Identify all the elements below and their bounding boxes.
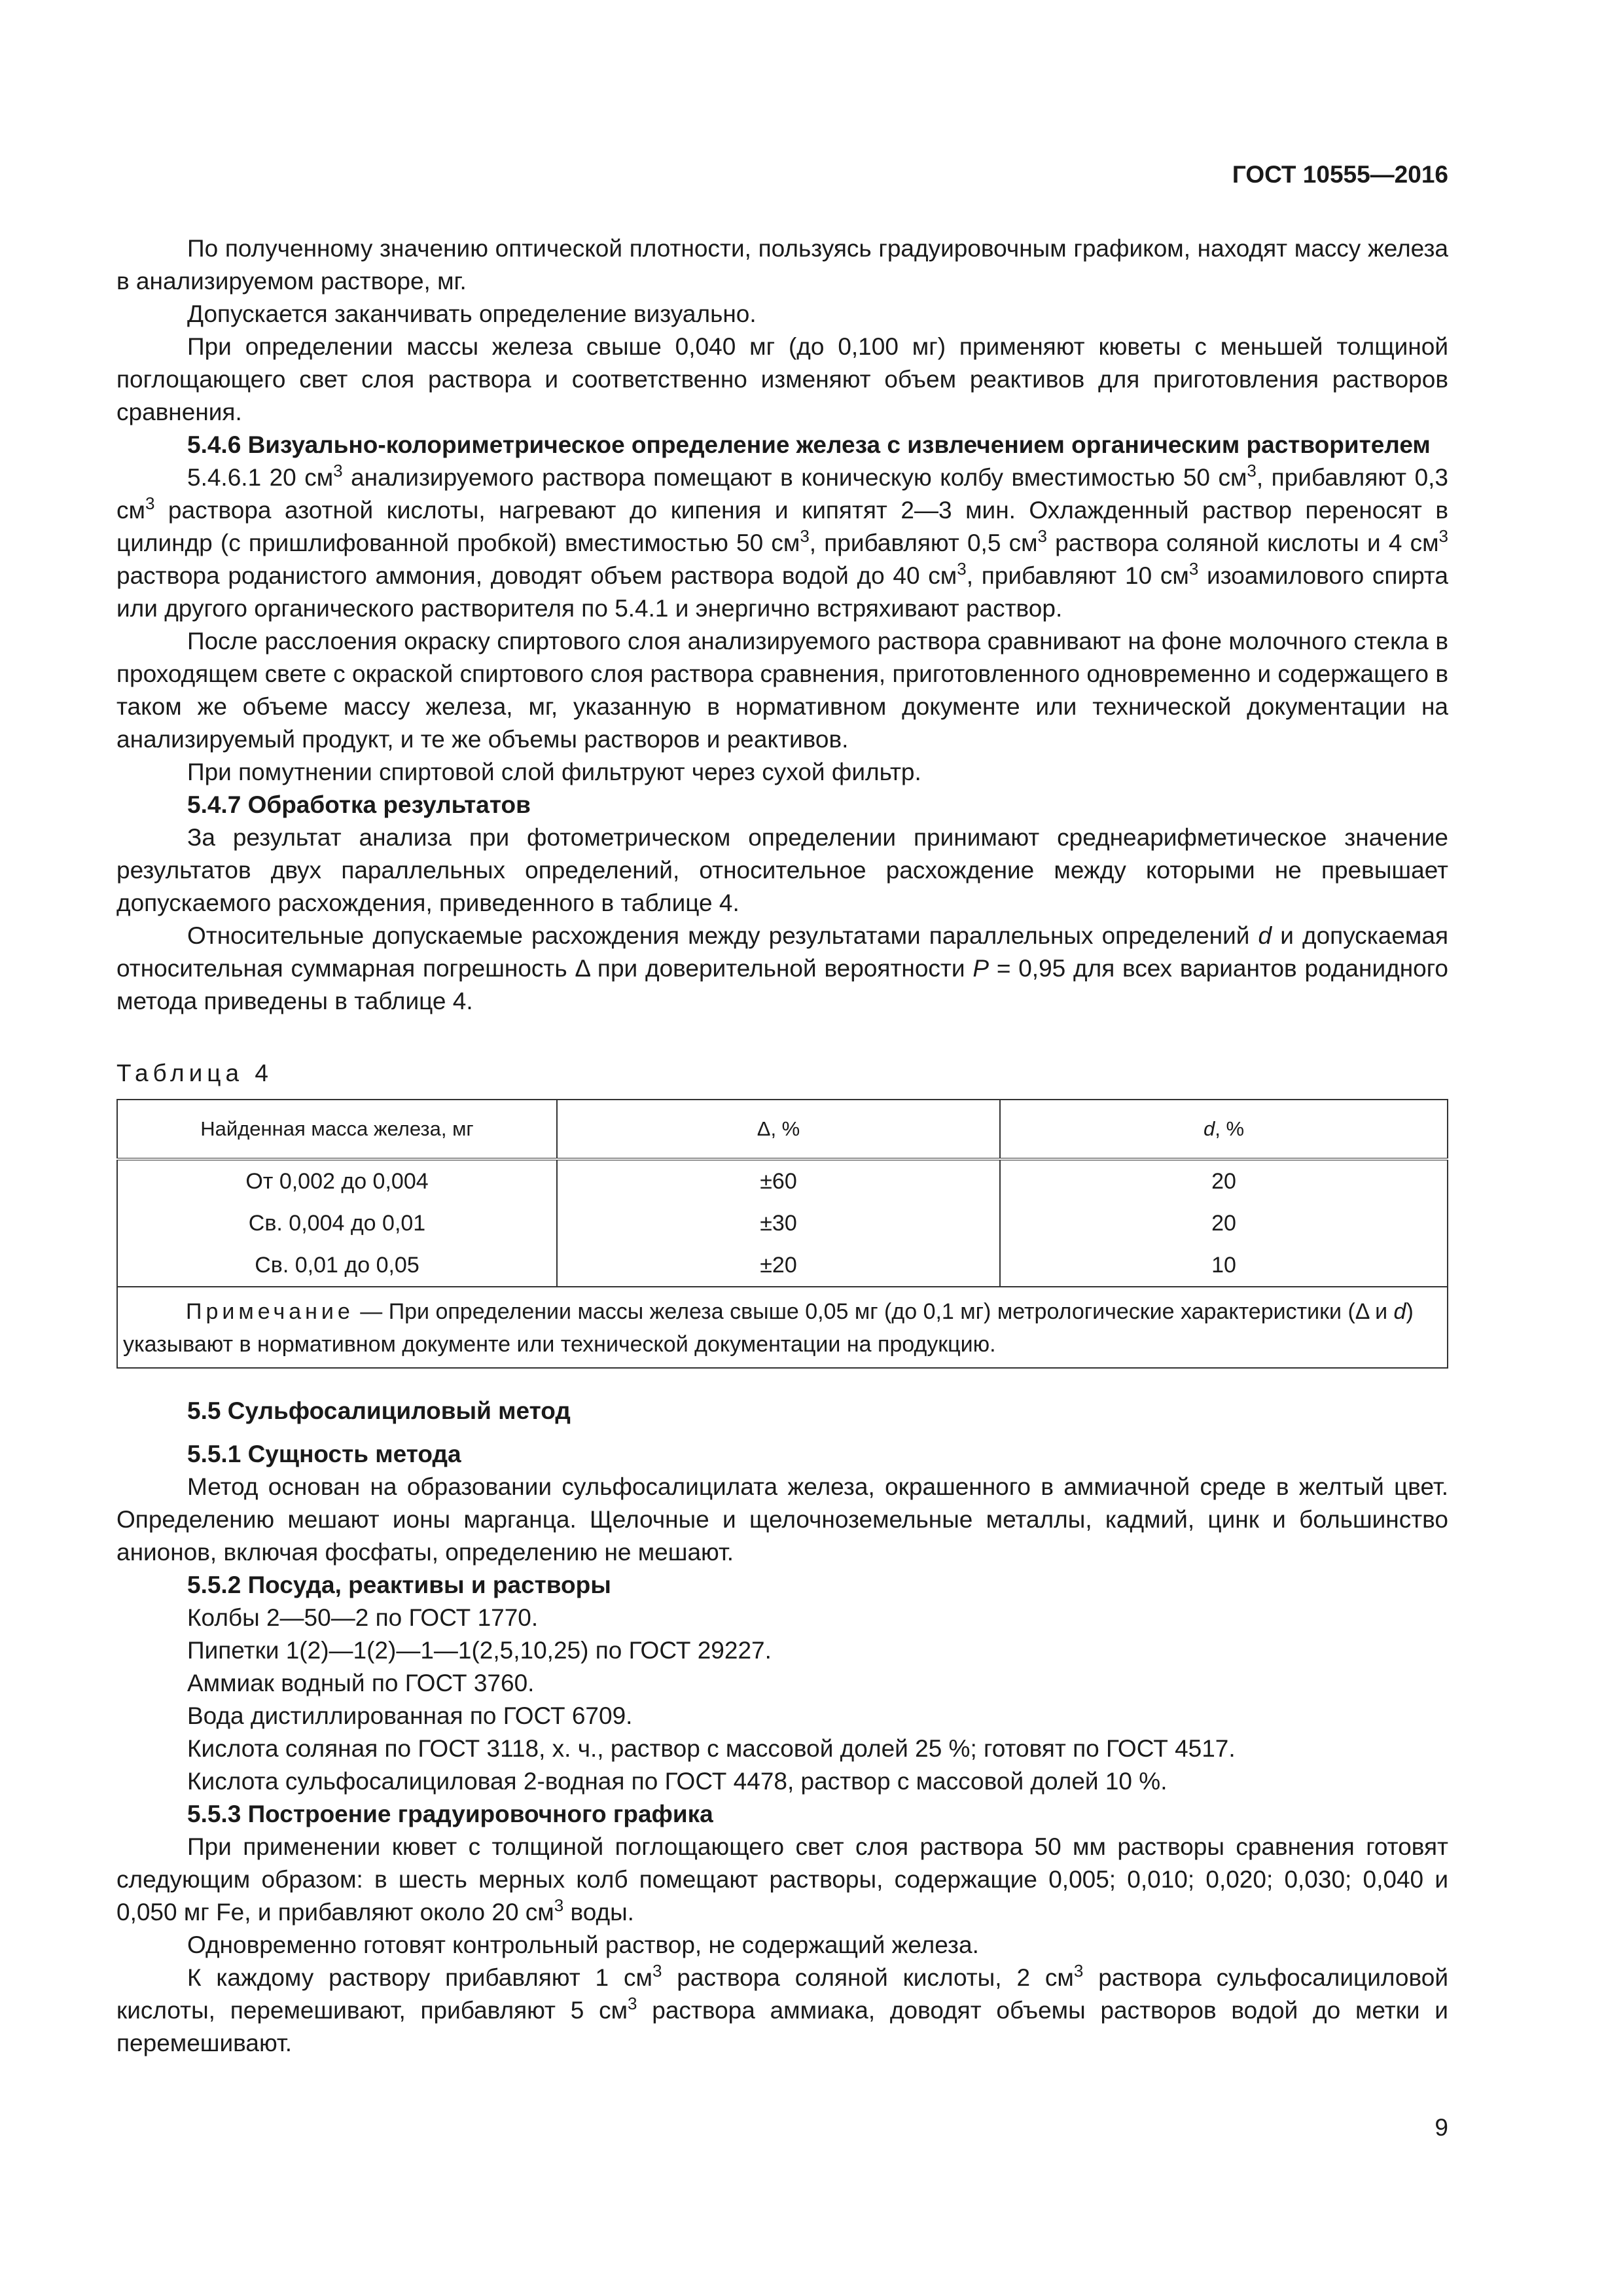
section-heading-5-5: 5.5 Сульфосалициловый метод — [187, 1397, 571, 1424]
paragraph: Допускается заканчивать определение визуально. — [187, 300, 757, 327]
list-item: Пипетки 1(2)—1(2)—1—1(2,5,10,25) по ГОСТ 29227. — [187, 1637, 772, 1664]
paragraph: К каждому раствору прибавляют 1 $см^3$ раствора соляной кислоты, 2 $см^3$ раствора сульфосалициловой кислоты, перемешивают, прибавляют 5 $см^3$ раствора аммиака, доводят объемы растворов водой до метки и перемешивают. — [116, 1961, 1448, 2056]
column-header-d: d, % — [1000, 1100, 1448, 1159]
section-heading-5-5-1: 5.5.1 Сущность метода — [187, 1441, 461, 1467]
results-table — [116, 1099, 1448, 1369]
list-item: Кислота соляная по ГОСТ 3118, х. ч., раствор с массовой долей 25 %; готовят по ГОСТ 4517. — [187, 1735, 1236, 1762]
document-header: ГОСТ 10555—2016 — [1232, 161, 1448, 188]
table-caption: Таблица 4 — [116, 1060, 273, 1086]
cell-mass: Св. 0,01 до 0,05 — [117, 1244, 557, 1287]
cell-mass: От 0,002 до 0,004 — [117, 1159, 557, 1202]
section-heading-5-4-6: 5.4.6 Визуально-колориметрическое определение железа с извлечением органическим растворителем — [187, 431, 1431, 458]
list-item: Кислота сульфосалициловая 2-водная по ГОСТ 4478, раствор с массовой долей 10 %. — [187, 1768, 1168, 1795]
paragraph: Относительные допускаемые расхождения между результатами параллельных определений d и допускаемая относительная суммарная погрешность Δ при доверительной вероятности P = 0,95 для всех вариантов роданидного метода приведены в таблице 4. — [116, 922, 1448, 1014]
paragraph: Одновременно готовят контрольный раствор, не содержащий железа. — [187, 1931, 979, 1958]
document-page — [116, 0, 1448, 2296]
column-header-mass: Найденная масса железа, мг — [117, 1100, 557, 1159]
table-note-row — [117, 1287, 1448, 1368]
table-row — [117, 1202, 1448, 1244]
paragraph: При определении массы железа свыше 0,040 мг (до 0,100 мг) применяют кюветы с меньшей толщиной поглощающего свет слоя раствора и соответственно изменяют объем реактивов для приготовления растворов сравнения. — [116, 333, 1448, 425]
column-header-delta: Δ, % — [557, 1100, 1000, 1159]
table-row — [117, 1159, 1448, 1202]
table-note: Примечание — При определении массы железа свыше 0,05 мг (до 0,1 мг) метрологические характеристики (Δ и d) указывают в нормативном документе или технической документации на продукцию. — [117, 1287, 1448, 1368]
list-item: Колбы 2—50—2 по ГОСТ 1770. — [187, 1604, 539, 1631]
paragraph-5-4-6-1: 5.4.6.1 20 $см^3$ анализируемого раствора помещают в коническую колбу вместимостью 50 $см^3$, прибавляют 0,3 $см^3$ раствора азотной кислоты, нагревают до кипения и кипятят 2—3 мин. Охлажденный раствор переносят в цилиндр (с пришлифованной пробкой) вместимостью 50 $см^3$, прибавляют 0,5 $см^3$ раствора соляной кислоты и 4 $см^3$ раствора роданистого аммония, доводят объем раствора водой до 40 $см^3$, прибавляют 10 $см^3$ изоамилового спирта или другого органического растворителя по 5.4.1 и энергично встряхивают раствор. — [116, 461, 1449, 622]
paragraph: После расслоения окраску спиртового слоя анализируемого раствора сравнивают на фоне молочного стекла в проходящем свете с окраской спиртового слоя раствора сравнения, приготовленного одновременно и содержащего в таком же объеме массу железа, мг, указанную в нормативном документе или технической документации на анализируемый продукт, и те же объемы растворов и реактивов. — [116, 628, 1448, 753]
page-number: 9 — [1435, 2114, 1448, 2141]
paragraph: При применении кювет с толщиной поглощающего свет слоя раствора 50 мм растворы сравнения готовят следующим образом: в шесть мерных колб помещают растворы, содержащие 0,005; 0,010; 0,020; 0,030; 0,040 и 0,050 мг Fe, и прибавляют около 20 $см^3$ воды. — [116, 1833, 1448, 1926]
table-row — [117, 1244, 1448, 1287]
paragraph: По полученному значению оптической плотности, пользуясь градуировочным графиком, находят массу железа в анализируемом растворе, мг. — [116, 235, 1448, 295]
cell-delta: ±60 — [557, 1159, 1000, 1202]
list-item: Вода дистиллированная по ГОСТ 6709. — [187, 1702, 633, 1729]
section-heading-5-4-7: 5.4.7 Обработка результатов — [187, 791, 531, 818]
paragraph: Метод основан на образовании сульфосалицилата железа, окрашенного в аммиачной среде в желтый цвет. Определению мешают ионы марганца. Щелочные и щелочноземельные металлы, кадмий, цинк и большинство анионов, включая фосфаты, определению не мешают. — [116, 1473, 1448, 1566]
cell-delta: ±30 — [557, 1202, 1000, 1244]
cell-d: 20 — [1000, 1202, 1448, 1244]
cell-delta: ±20 — [557, 1244, 1000, 1287]
section-heading-5-5-2: 5.5.2 Посуда, реактивы и растворы — [187, 1571, 611, 1598]
section-heading-5-5-3: 5.5.3 Построение градуировочного графика — [187, 1801, 713, 1827]
table-header-row — [117, 1100, 1448, 1159]
paragraph: При помутнении спиртовой слой фильтруют через сухой фильтр. — [187, 759, 921, 785]
document-body — [116, 232, 1448, 2060]
list-item: Аммиак водный по ГОСТ 3760. — [187, 1670, 535, 1696]
cell-mass: Св. 0,004 до 0,01 — [117, 1202, 557, 1244]
paragraph: За результат анализа при фотометрическом определении принимают среднеарифметическое значение результатов двух параллельных определений, относительное расхождение между которыми не превышает допускаемого расхождения, приведенного в таблице 4. — [116, 824, 1448, 916]
cell-d: 20 — [1000, 1159, 1448, 1202]
cell-d: 10 — [1000, 1244, 1448, 1287]
